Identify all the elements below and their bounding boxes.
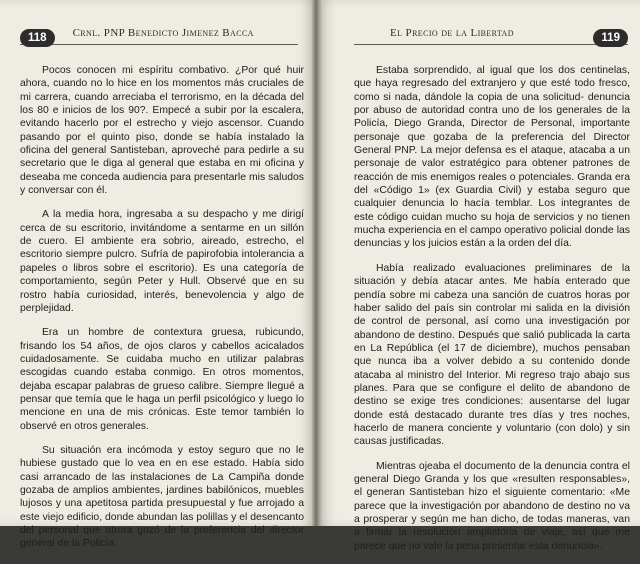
left-page-body	[20, 64, 304, 562]
paragraph: A la media hora, ingresaba a su despacho y me dirigí cerca de su escritorio, invitándome a sentarme en un sillón de cuero. El ambiente era sobrio, aireado, estrecho, el escritorio siempre pulcro. Sufría de papirofobia intolerancia a papeles o libros sobre el escritorio). Es una categoría de comportamiento, según Peter y Hull. Observé que en su rostro había curiosidad, interés, benevolencia y algo de perplejidad.	[20, 209, 304, 314]
header-rule	[354, 44, 628, 45]
paragraph: Era un hombre de contextura gruesa, rubicundo, frisando los 54 años, de ojos claros y cabellos acicalados cuidadosamente. Se cuidaba mucho en utilizar palabras escogidas cuando estaba conmigo. En otros momentos, dejaba escapar palabras de grueso calibre. Siempre llegué a pensar que temía que le haga un perfil psicológico y luego lo mencione en una de mis crónicas. Este temor también lo observé en otros generales.	[20, 327, 304, 432]
page-number-badge: 119	[593, 29, 628, 47]
running-head-title: El Precio de la Libertad	[384, 27, 520, 39]
header-rule	[20, 44, 298, 45]
left-page	[0, 0, 316, 550]
right-page	[318, 0, 640, 552]
right-page-body	[354, 64, 630, 564]
left-page-header	[20, 26, 298, 50]
paragraph: Estaba sorprendido, al igual que los dos centinelas, que haya regresado del extranjero y que esté todo fresco, como si nada, dándole la copia de una solicitud- denuncia por abuso de autoridad contra uno de los generales de la Policía, Diego Granda, Director de Personal, importante personaje que gozaba de la preferencia del Director General PNP. La mejor defensa es el ataque, atacaba a un personaje de valor estratégico para obtener patrones de reacción de mis enemigos reales o potenciales. Granda era del «Código 1» (ex Guardia Civil) y estaba seguro que cualquier denuncia lo hacía temblar. Los integrantes de este código cuidan mucho su hoja de servicios y no tienen mucha experiencia en el campo operativo policial donde las denuncias y los juicios están a la orden del día.	[354, 65, 630, 250]
page-number-badge: 118	[20, 29, 55, 47]
right-page-header	[354, 26, 628, 50]
book-gutter	[312, 0, 322, 526]
paragraph: Mientras ojeaba el documento de la denuncia contra el general Diego Granda y los que «resulten responsables», el generan Santisteban hizo el siguiente comentario: «Me parece que la investigación por abandono de destino no va a prosperar y según me han dicho, de todas maneras, van a firmar la resolución ampliatoria de viaje, así que me parece que no vale la pena presentar esta denuncia».	[354, 460, 630, 552]
running-head-author: Crnl. PNP Benedicto Jimenez Bacca	[67, 27, 260, 39]
paragraph: Había realizado evaluaciones preliminares de la situación y debía atacar antes. Me había enterado que pendía sobre mi cabeza una sanción de cuatros horas por haber salido del país sin controlar mi salida en la división de control de personal, así como una investigación por abandono de destino. Después que salió publicada la carta en La República (el 17 de diciembre), muchos pensaban que nunca iba a volver debido a su contenido donde atacaba al ministro del Interior. Mi regreso trajo abajo sus planes. Para que se configure el delito de abandono de destino se exige tres condiciones: ausentarse del lugar donde está destacado durante tres días y tres noches, hacerlo de manera conciente y voluntario (con dolo) y sin causas justificadas.	[354, 262, 630, 448]
paragraph: Pocos conocen mi espíritu combativo. ¿Por qué huir ahora, cuando no lo hice en los momentos más cruciales de mi carrera, cuando arreciaba el terrorismo, en la década del los 80 e inicios de los 90?. Empecé a subir por la escalera, evitando hacerlo por el estrecho y viejo ascensor. Cuando pasando por el quinto piso, donde se había instalado la oficina del general Santisteban, aproveché para pedirle a su secretario que le diga al general que estaba en mi oficina y deseaba me conceda audiencia para presentarle mis saludos y conversar con él.	[20, 65, 304, 197]
paragraph: Su situación era incómoda y estoy seguro que no le hubiese gustado que lo vea en en ese estado. Había sido casi arrancado de las instalaciones de La Campiña donde gozaba de amplios ambientes, jardines babilónicos, muebles lujosos y una apetitosa partida presupuestal y fue arrojado a este viejo edificio, donde abundan las polillas y el desencanto del personal que otrora gozó de la preferencia del director general de la Policía.	[20, 444, 304, 550]
